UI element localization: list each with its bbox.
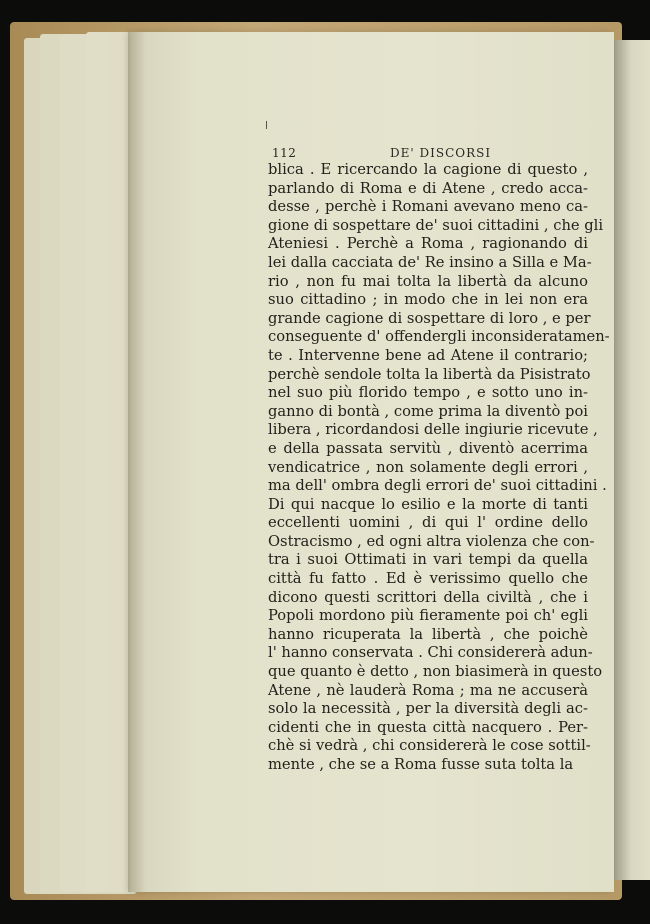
text-line: parlando di Roma e di Atene , credo acca- bbox=[268, 179, 588, 197]
text-line: l' hanno conservata . Chi considererà adun- bbox=[268, 644, 593, 662]
text-line: ganno di bontà , come prima la diventò poi bbox=[268, 402, 588, 420]
text-line: Popoli mordono più fieramente poi ch' egli bbox=[268, 607, 588, 625]
text-line: te . Intervenne bene ad Atene il contrario; bbox=[268, 346, 588, 364]
text-line: solo la necessità , per la diversità degli ac- bbox=[268, 700, 588, 718]
running-head: DE' DISCORSI bbox=[390, 146, 492, 160]
text-line: e della passata servitù , diventò acerrima bbox=[268, 439, 588, 457]
facing-page-edge bbox=[612, 40, 650, 880]
text-line: Di qui nacque lo esilio e la morte di tanti bbox=[268, 495, 588, 513]
text-line: Ateniesi . Perchè a Roma , ragionando di bbox=[268, 235, 588, 253]
page-number: 112 bbox=[272, 146, 297, 160]
text-line: hanno ricuperata la libertà , che poichè bbox=[268, 625, 588, 643]
text-line: mente , che se a Roma fusse suta tolta la bbox=[268, 756, 574, 773]
text-line: città fu fatto . Ed è verissimo quello che bbox=[268, 570, 588, 588]
text-line: suo cittadino ; in modo che in lei non era bbox=[268, 291, 588, 309]
text-line: gione di sospettare de' suoi cittadini , che gli bbox=[268, 216, 604, 234]
page-gutter-shadow bbox=[128, 32, 146, 892]
text-line: lei dalla cacciata de' Re insino a Silla e Ma- bbox=[268, 253, 592, 271]
text-line: libera , ricordandosi delle ingiurie ricevute , bbox=[268, 421, 598, 439]
text-line: tra i suoi Ottimati in vari tempi da quella bbox=[268, 551, 588, 569]
page-mark bbox=[266, 121, 267, 129]
text-line: conseguente d' offendergli inconsideratamen- bbox=[268, 328, 610, 346]
text-line: nel suo più florido tempo , e sotto uno in- bbox=[268, 384, 588, 402]
text-line: blica . E ricercando la cagione di questo , bbox=[268, 161, 588, 178]
text-line: Ostracismo , ed ogni altra violenza che con- bbox=[268, 532, 595, 550]
text-line: perchè sendole tolta la libertà da Pisistrato bbox=[268, 365, 591, 383]
text-line: chè si vedrà , chi considererà le cose sottil- bbox=[268, 737, 591, 755]
body-text bbox=[268, 161, 610, 775]
text-line: vendicatrice , non solamente degli errori , bbox=[268, 458, 588, 476]
text-line: eccellenti uomini , di qui l' ordine dello bbox=[268, 514, 588, 532]
text-line: Atene , nè lauderà Roma ; ma ne accuserà bbox=[268, 681, 588, 699]
text-line: dicono questi scrittori della civiltà , che i bbox=[268, 588, 588, 606]
text-line: desse , perchè i Romani avevano meno ca- bbox=[268, 198, 588, 216]
text-line: grande cagione di sospettare di loro , e per bbox=[268, 309, 591, 327]
text-line: cidenti che in questa città nacquero . Per- bbox=[268, 718, 588, 736]
text-line: rio , non fu mai tolta la libertà da alcuno bbox=[268, 272, 588, 290]
text-line: ma dell' ombra degli errori de' suoi cittadini . bbox=[268, 477, 607, 495]
text-line: que quanto è detto , non biasimerà in questo bbox=[268, 663, 603, 681]
